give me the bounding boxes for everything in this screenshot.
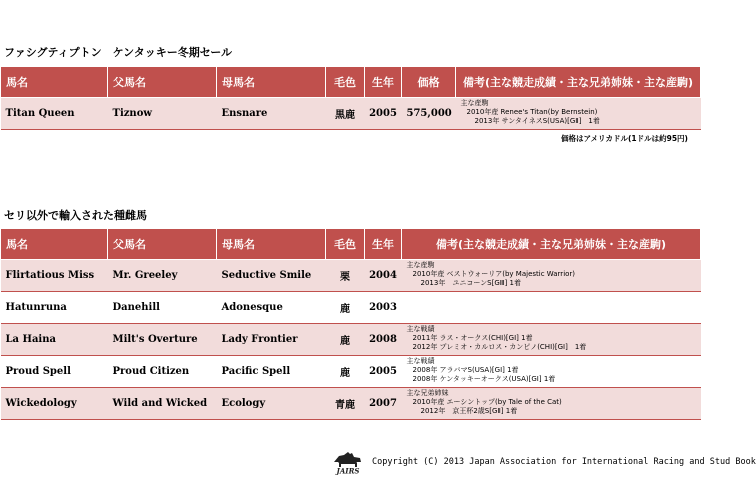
jairs-logo-text: JAIRS: [336, 466, 360, 476]
coat-color: 鹿: [326, 324, 365, 356]
table-header-row: [1, 67, 701, 98]
remarks: [402, 324, 701, 356]
horse-name: La Haina: [1, 324, 108, 356]
remark-line: 2010年産 ベストウォーリア(by Majestic Warrior): [412, 270, 576, 278]
header-dam: 母馬名: [217, 229, 326, 260]
header-remarks: 備考(主な競走成績・主な兄弟姉妹・主な産駒): [456, 67, 701, 98]
header-year: 生年: [365, 229, 402, 260]
sire-name: Milt's Overture: [108, 324, 217, 356]
dam-name: Ensnare: [217, 98, 326, 130]
sire-name: Tiznow: [108, 98, 217, 130]
birth-year: 2005: [365, 98, 402, 130]
section2-title: セリ以外で輸入された種雌馬: [4, 209, 147, 222]
sire-name: Mr. Greeley: [108, 260, 217, 292]
dam-name: Pacific Spell: [217, 356, 326, 388]
remarks: [402, 356, 701, 388]
remark-line: 2008年 アラバマS(USA)[GⅠ] 1着: [412, 366, 519, 374]
header-sire: 父馬名: [108, 67, 217, 98]
dam-name: Lady Frontier: [217, 324, 326, 356]
remark-line: 主な戦績: [406, 325, 435, 333]
coat-color: 鹿: [326, 356, 365, 388]
horse-name: Proud Spell: [1, 356, 108, 388]
remarks: [402, 260, 701, 292]
header-color: 毛色: [326, 67, 365, 98]
birth-year: 2007: [365, 388, 402, 420]
horse-name: Hatunruna: [1, 292, 108, 324]
dam-name: Seductive Smile: [217, 260, 326, 292]
birth-year: 2005: [365, 356, 402, 388]
imported-mares-table: [0, 228, 701, 420]
table-row: [1, 98, 701, 130]
header-horse-name: 馬名: [1, 67, 108, 98]
remark-line: 2008年 ケンタッキーオークス(USA)[GⅠ] 1着: [412, 375, 556, 383]
sire-name: Wild and Wicked: [108, 388, 217, 420]
copyright-text: Copyright (C) 2013 Japan Association for International Racing and Stud Book: [372, 457, 756, 467]
price: 575,000: [402, 98, 456, 130]
remark-line: 主な産駒: [460, 99, 489, 107]
jairs-logo-icon: [330, 450, 366, 474]
remark-line: 2013年 サンタイネスS(USA)[GⅡ] 1着: [474, 117, 600, 125]
section1-title: ファシグティプトン ケンタッキー冬期セール: [4, 46, 233, 59]
table-row: [1, 292, 701, 324]
header-horse-name: 馬名: [1, 229, 108, 260]
dam-name: Adonesque: [217, 292, 326, 324]
header-remarks: 備考(主な競走成績・主な兄弟姉妹・主な産駒): [402, 229, 701, 260]
remark-line: 主な産駒: [406, 261, 435, 269]
coat-color: 栗: [326, 260, 365, 292]
coat-color: 黒鹿: [326, 98, 365, 130]
remark-line: 2010年産 Renee's Titan(by Bernstein): [466, 108, 598, 116]
horse-name: Flirtatious Miss: [1, 260, 108, 292]
remark-line: 主な戦績: [406, 357, 435, 365]
birth-year: 2004: [365, 260, 402, 292]
header-price: 価格: [402, 67, 456, 98]
sire-name: Proud Citizen: [108, 356, 217, 388]
remark-line: 2011年 ラス・オークス(CHI)[GⅠ] 1着: [412, 334, 533, 342]
birth-year: 2008: [365, 324, 402, 356]
remark-line: 2010年産 エーシントップ(by Tale of the Cat): [412, 398, 562, 406]
header-year: 生年: [365, 67, 402, 98]
remark-line: 2013年 ユニコーンS[GⅢ] 1着: [420, 279, 522, 287]
header-dam: 母馬名: [217, 67, 326, 98]
table-row: [1, 356, 701, 388]
remark-line: 2012年 京王杯2歳S[GⅡ] 1着: [420, 407, 518, 415]
table-header-row: [1, 229, 701, 260]
sales-table: [0, 66, 701, 130]
horse-name: Titan Queen: [1, 98, 108, 130]
table-row: [1, 324, 701, 356]
remarks: [456, 98, 701, 130]
birth-year: 2003: [365, 292, 402, 324]
table-row: [1, 260, 701, 292]
footer: [330, 450, 756, 476]
remark-line: 2012年 プレミオ・カルロス・カンピノ(CHI)[GⅠ] 1着: [412, 343, 587, 351]
coat-color: 鹿: [326, 292, 365, 324]
table-row: [1, 388, 701, 420]
header-color: 毛色: [326, 229, 365, 260]
remarks: [402, 292, 701, 324]
header-sire: 父馬名: [108, 229, 217, 260]
remark-line: 主な兄弟姉妹: [406, 389, 449, 397]
dam-name: Ecology: [217, 388, 326, 420]
remarks: [402, 388, 701, 420]
sire-name: Danehill: [108, 292, 217, 324]
coat-color: 青鹿: [326, 388, 365, 420]
price-note: 価格はアメリカドル(1ドルは約95円): [561, 134, 688, 143]
horse-name: Wickedology: [1, 388, 108, 420]
